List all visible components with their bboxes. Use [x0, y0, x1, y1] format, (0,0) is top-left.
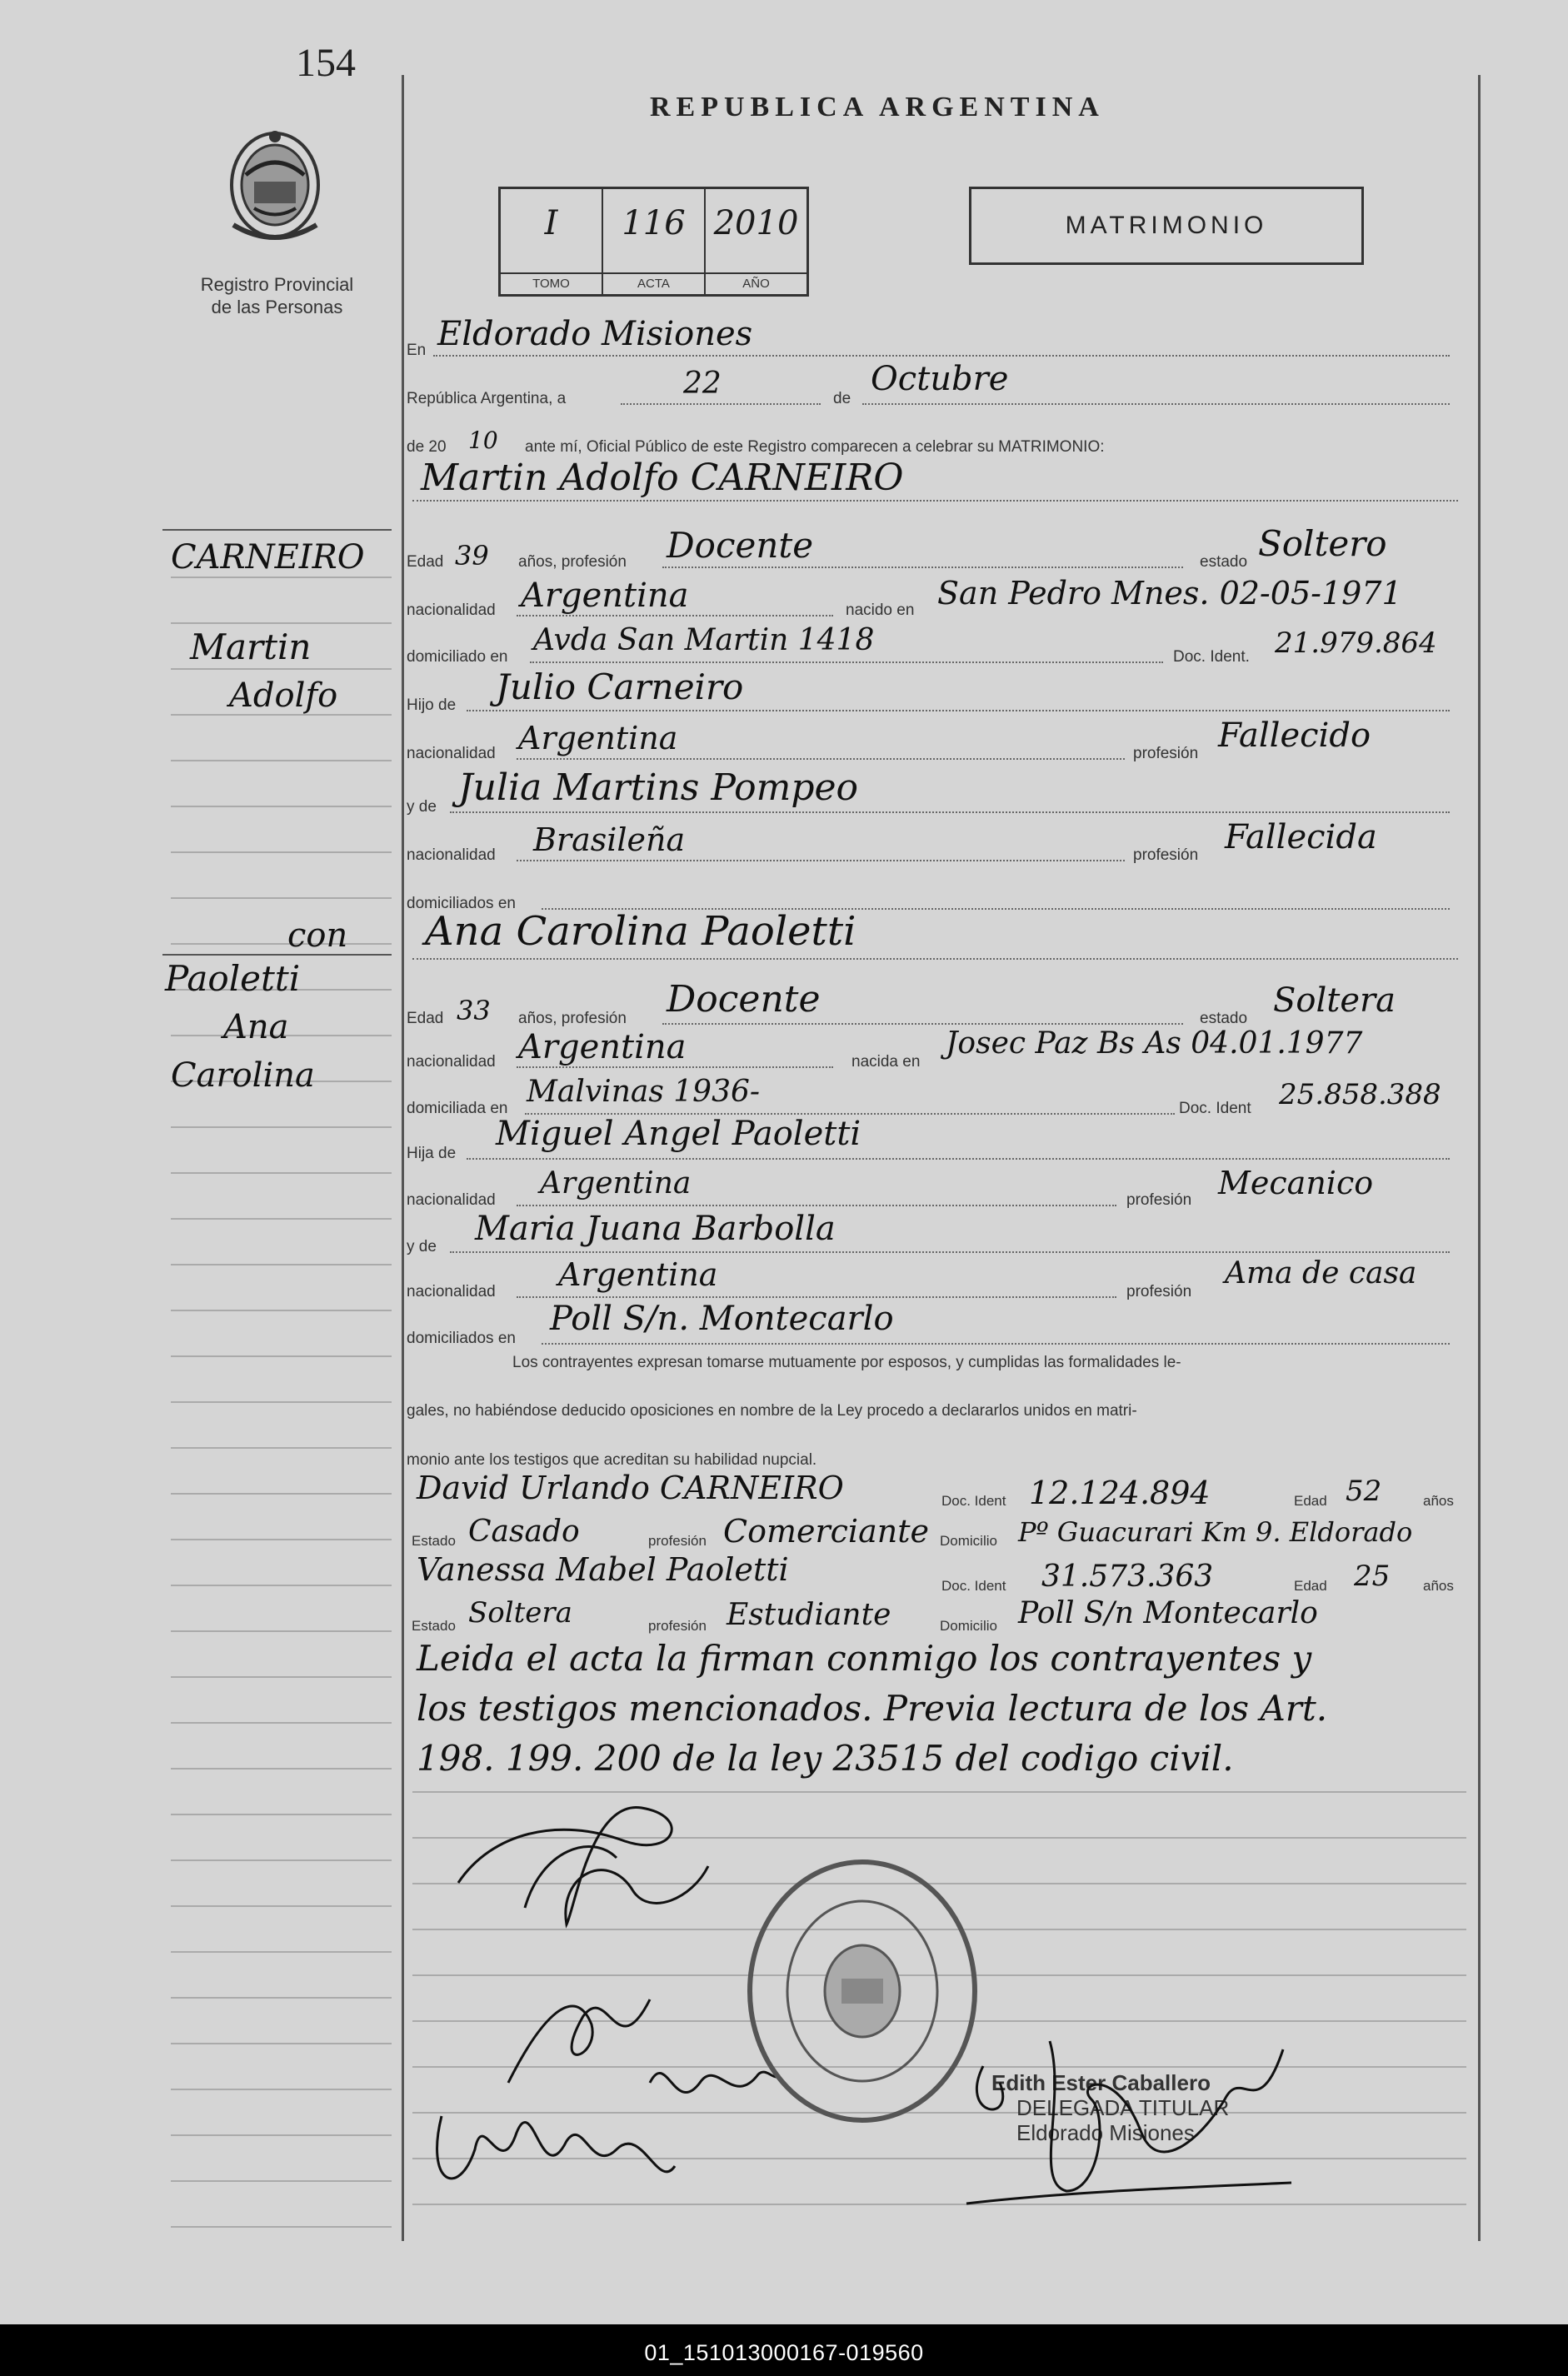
groom-father: Julio Carneiro: [496, 666, 744, 707]
witness-2-profession: Estudiante: [727, 1598, 891, 1632]
ruled-line: [171, 668, 392, 670]
closing-text: los testigos mencionados. Previa lectura de los Art.: [417, 1688, 1328, 1729]
signature-officer: [950, 2016, 1300, 2216]
ruled-line: [171, 1126, 392, 1128]
year-value: 10: [468, 427, 498, 454]
month-value: Octubre: [871, 360, 1009, 398]
tomo-value: I: [544, 204, 558, 242]
ruled-line: [171, 577, 392, 578]
fill-line: [467, 1158, 1450, 1160]
witness-1-age: 52: [1346, 1475, 1382, 1508]
witness-1-name: David Urlando CARNEIRO: [417, 1470, 844, 1506]
bride-parents-address: Poll S/n. Montecarlo: [550, 1300, 894, 1338]
ruled-line: [171, 2180, 392, 2182]
ruled-line: [171, 1264, 392, 1265]
fill-line: [412, 500, 1458, 502]
ruled-line: [171, 1630, 392, 1632]
declaration-text: gales, no habiéndose deducido oposiciones en nombre de la Ley procedo a declararlos unidos en matri-: [407, 1402, 1137, 1420]
bride-father: Miguel Angel Paoletti: [496, 1115, 861, 1153]
margin-divider: [402, 75, 404, 2241]
witness-2-age: 25: [1354, 1560, 1391, 1593]
margin-groom-name: Adolfo: [229, 676, 338, 715]
fill-line: [662, 567, 1183, 568]
bride-full-name: Ana Carolina Paoletti: [425, 908, 856, 955]
signature-groom: [442, 1783, 717, 1941]
groom-full-name: Martin Adolfo CARNEIRO: [421, 457, 904, 499]
section-divider: [162, 529, 392, 531]
bride-address: Malvinas 1936-: [527, 1075, 761, 1109]
ruled-line: [171, 1355, 392, 1357]
witness-2-name: Vanessa Mabel Paoletti: [417, 1551, 789, 1588]
bride-father-profession: Mecanico: [1218, 1165, 1374, 1201]
margin-groom-surname: CARNEIRO: [171, 538, 365, 577]
fill-line: [412, 958, 1458, 960]
margin-con: con: [287, 916, 348, 955]
bride-mother: Maria Juana Barbolla: [475, 1210, 836, 1248]
margin-groom-name: Martin: [190, 626, 312, 667]
bride-mother-nationality: Argentina: [558, 1256, 718, 1293]
ruled-line: [171, 1676, 392, 1678]
margin-bride-name: Carolina: [171, 1056, 315, 1095]
fill-line: [517, 758, 1125, 760]
ruled-line: [171, 851, 392, 853]
margin-bride-name: Ana: [223, 1008, 289, 1046]
witness-1-document: 12.124.894: [1029, 1475, 1211, 1511]
acta-value: 116: [622, 204, 686, 242]
witness-2-document: 31.573.363: [1041, 1560, 1214, 1594]
declaration-text: Los contrayentes expresan tomarse mutuamente por esposos, y cumplidas las formalidades le-: [512, 1354, 1181, 1371]
witness-1-marital-status: Casado: [468, 1515, 580, 1549]
witness-1-profession: Comerciante: [723, 1513, 929, 1550]
ruled-line: [171, 1722, 392, 1724]
ruled-line: [171, 2089, 392, 2090]
page-number: 154: [296, 41, 356, 85]
ruled-line: [171, 1218, 392, 1220]
fill-line: [517, 615, 833, 616]
bride-mother-profession: Ama de casa: [1225, 1256, 1417, 1290]
registry-seal-icon: [742, 1854, 983, 2129]
ruled-line: [171, 943, 392, 945]
witness-1-address: Pº Guacurari Km 9. Eldorado: [1018, 1516, 1413, 1548]
ruled-line: [171, 1997, 392, 1999]
ruled-line: [171, 1310, 392, 1311]
ruled-line: [171, 1401, 392, 1403]
act-number-box: I TOMO 116 ACTA 2010 AÑO: [498, 187, 809, 297]
officer-stamp: Edith Ester Caballero DELEGADA TITULAR Eldorado Misiones: [991, 2070, 1230, 2145]
fill-line: [517, 860, 1125, 861]
ruled-line: [171, 622, 392, 624]
ruled-line: [171, 2134, 392, 2136]
document-page: 154 Registro Provincial de las Personas REPUBLICA ARGENTINA I TOMO 116 ACTA 2010 AÑO MATRIMONIO En Eldorado Misiones República Argentina, a 22 de Octubre de 20 10 ante mí, Oficial Público de este Registro comparecen a celebrar su MATRIMONIO: Martin Adolfo CARNEIRO CARNEIRO Martin Adolfo con Paoletti Ana Carolina Edad 39 años, profesión Docente estado Soltero nacionalidad Argentina nacido en San Pedro Mnes. 02-05-1971 domiciliado en Avda San Martin 1418 Doc. Ident. 21.979.864 Hijo de Julio Carneiro nacionalidad Argentina profesión Fallecido y de Julia Martins Pompeo nacionalidad Brasileña profesión Fallecida domiciliados en Ana Carolina Paoletti Edad 33 años, profesión Docente estado Soltera nacionalidad Argentina nacida en Josec Paz Bs As 04.01.1977 domiciliada en Malvinas 1936- Doc. Ident 25.858.388 Hija de Miguel Angel Paoletti nacionalidad Argentina profesión Mecanico y de Maria Juana Barbolla nacionalidad Argentina profesión Ama de casa domiciliados en Poll S/n. Montecarlo Los contrayentes expresan tomarse mutuamente por esposos, y cumplidas las formalidades le- gales, no habiéndose deducido oposiciones en nombre de la Ley procedo a declararlos unidos en matri- monio ante los testigos que acreditan su habilidad nupcial. David Urlando CARNEIRO Doc. Ident 12.124.894 Edad 52 años Estado Casado profesión Comerciante Domicilio Pº Guacurari Km 9. Eldorado Vanessa Mabel Paoletti Doc. Ident 31.573.363 Edad 25 años Estado Soltera profesión Estudiante Domicilio Poll S/n Montecarlo Leida el acta la firman conmigo los contrayentes y los testigos mencionados. Previa lectura de los Art. 198. 199. 200 de la ley 23515 del codigo civil. Edith Ester Caballero DELEGADA TITULAR Eldorado Misiones: [0, 0, 1568, 2324]
fill-line: [517, 1066, 833, 1068]
closing-text: Leida el acta la firman conmigo los contrayentes y: [417, 1638, 1312, 1679]
ruled-line: [171, 2043, 392, 2044]
place-value: Eldorado Misiones: [437, 315, 753, 353]
bride-birthplace: Josec Paz Bs As 04.01.1977: [946, 1026, 1363, 1061]
bride-nationality: Argentina: [518, 1028, 687, 1066]
groom-age: 39: [455, 540, 489, 572]
country-title: REPUBLICA ARGENTINA: [650, 92, 1105, 122]
fill-line: [517, 1296, 1116, 1298]
section-divider: [162, 954, 392, 956]
fill-line: [621, 403, 821, 405]
ruled-line: [171, 1539, 392, 1540]
ruled-line: [171, 1447, 392, 1449]
act-type-box: MATRIMONIO: [969, 187, 1364, 265]
groom-birthplace: San Pedro Mnes. 02-05-1971: [937, 575, 1402, 611]
day-value: 22: [683, 367, 722, 401]
fill-line: [862, 403, 1450, 405]
witness-2-marital-status: Soltera: [468, 1596, 572, 1630]
ruled-line: [171, 1768, 392, 1770]
groom-mother-profession: Fallecida: [1225, 818, 1377, 856]
fill-line: [662, 1023, 1183, 1025]
bride-father-nationality: Argentina: [540, 1166, 692, 1200]
bride-marital-status: Soltera: [1273, 981, 1396, 1020]
ruled-line: [171, 806, 392, 807]
groom-father-profession: Fallecido: [1218, 716, 1371, 755]
ruled-line: [171, 1493, 392, 1495]
bride-document: 25.858.388: [1279, 1078, 1441, 1111]
provincial-crest-icon: [221, 125, 329, 258]
declaration-text: monio ante los testigos que acreditan su habilidad nupcial.: [407, 1451, 817, 1469]
fill-line: [433, 355, 1450, 357]
fill-line: [450, 811, 1450, 813]
groom-profession: Docente: [667, 525, 814, 566]
bride-age: 33: [457, 995, 491, 1026]
ruled-line: [171, 1585, 392, 1586]
anio-value: 2010: [713, 204, 799, 242]
groom-address: Avda San Martin 1418: [533, 623, 875, 657]
groom-mother-nationality: Brasileña: [533, 821, 686, 858]
fill-line: [517, 1205, 1116, 1206]
ruled-line: [171, 760, 392, 761]
groom-father-nationality: Argentina: [518, 720, 678, 756]
closing-text: 198. 199. 200 de la ley 23515 del codigo civil.: [417, 1738, 1234, 1779]
witness-2-address: Poll S/n Montecarlo: [1018, 1596, 1318, 1630]
groom-mother: Julia Martins Pompeo: [458, 766, 859, 809]
fill-line: [450, 1251, 1450, 1253]
groom-marital-status: Soltero: [1258, 523, 1387, 564]
ruled-line: [171, 1172, 392, 1174]
groom-nationality: Argentina: [521, 577, 689, 615]
ruled-line: [171, 2226, 392, 2228]
fill-line: [542, 1343, 1450, 1345]
ruled-line: [171, 1905, 392, 1907]
ruled-line: [171, 897, 392, 899]
ruled-line: [171, 1859, 392, 1861]
document-id-footer: 01_151013000167-019560: [644, 2340, 924, 2365]
fill-line: [530, 661, 1163, 663]
ruled-line: [171, 1814, 392, 1815]
fill-line: [467, 710, 1450, 711]
ruled-line: [171, 1951, 392, 1953]
registry-name: Registro Provincial de las Personas: [200, 274, 354, 317]
bride-profession: Docente: [667, 978, 821, 1021]
groom-document: 21.979.864: [1275, 626, 1437, 660]
right-border: [1478, 75, 1481, 2241]
margin-bride-surname: Paoletti: [165, 958, 301, 999]
